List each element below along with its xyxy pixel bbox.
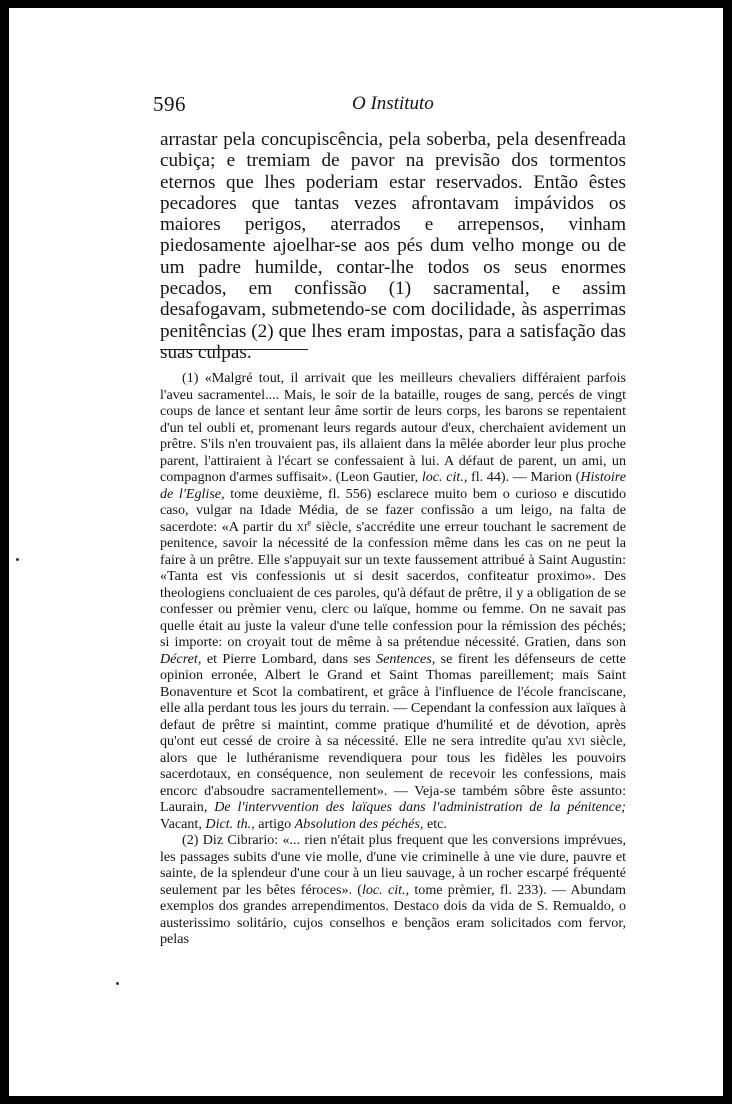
footnote-1: (1) «Malgré tout, il arrivait que les meilleurs chevaliers différaient parfois l'aveu sacramentel.... Mais, le soir de la bataille, rouges de sang, percés de vingt coups de lance et sentant leur âme sortir de leurs corps, les barons se repentaient d'un tel oubli et, promenant leurs regards autour d'eux, cherchaient avidement un prêtre. S'ils n'en trouvaient pas, ils allaient dans la mêlée aborder leur plus proche parent, l'attiraient à l'écart se confessaient à lui. A défaut de parent, un ami, un compagnon d'armes suffisait». (Leon Gautier, loc. cit., fl. 44). — Marion (Histoire de l'Eglise, tome deuxième, fl. 556) esclarece muito bem o curioso e discutido caso, vulgar na Idade Média, de se fazer confissão a um leigo, na falta de sacerdote: «A partir du $xi^e$ siècle, s'accrédite une erreur touchant le sacrement de penitence, savoir la nécessité de la confession même dans les cas on ne peut la faire à un prêtre. Elle s'appuyait sur un texte faussement attribué à Saint Augustin: «Tanta est vis confessionis ut si desit sacerdos, confiteatur proximo». Des theologiens concluaient de ces paroles, qu'à défaut de prêtre, il y a obligation de se confesser ou prèmier venu, clerc ou laïque, homme ou femme. On ne savait pas quelle était au juste la valeur d'une telle confession pour la rémission des péchés; si importe: on croyait tout de même à sa prétendue nécessité. Gratien, dans son Décret, et Pierre Lombard, dans ses Sentences, se firent les défenseurs de cette opinion erronée, Albert le Grand et Saint Thomas pareillement; mais Saint Bonaventure et Scot la combatirent, et grâce à l'influence de l'école franciscane, elle alla perdant tous les jours du terrain. — Cependant la confession aux laïques à defaut de prêtre si maintint, comme pratique d'humilité et de dévotion, après qu'ont eut cessé de croire à sa nécessité. Elle ne sera intredite qu'au xvi siècle, alors que le luthéranisme revendiquera pour tous les fidèles les pouvoirs sacerdotaux, en conséquence, non seulement de recevoir les confessions, mais encorc d'absoudre sacramentellement». — Veja-se também sôbre êste assunto: Laurain, De l'intervvention des laïques dans l'administration de la pénitence; Vacant, Dict. th., artigo Absolution des péchés, etc. (160, 370, 627, 832)
footnote-separator (160, 349, 308, 350)
footnote-2: (2) Diz Cibrario: «... rien n'était plus frequent que les conversions imprévues, les passages subits d'une vie molle, d'une vie criminelle à une vie dure, pauvre et sainte, de la splendeur d'une cour à un lieu sauvage, à un rocher escarpé fréquenté seulement par les bêtes féroces». (loc. cit., tome prèmier, fl. 233). — Abundam exemplos dos grandes arrependimentos. Destaco dois da vida de S. Remualdo, o austerissimo solitário, cujos conselhos e bençãos eram solicitados com fervor, pelas (160, 832, 626, 947)
scan-speck (16, 558, 19, 561)
body-paragraph: arrastar pela concupiscência, pela soberba, pela desenfreada cubiça; e tremiam de pavor na previsão dos tormentos eternos que lhes poderiam estar reservados. Então êstes pecadores que tantas vezes afrontavam impávidos os maiores perigos, aterrados e arrepensos, vinham piedosamente ajoelhar-se aos pés dum velho monge ou de um padre humilde, contar-lhe todos os seus enormes pecados, em confissão (1) sacramental, e assim desafogavam, submetendo-se com docilidade, às asperrimas penitências (2) que lhes eram impostas, para a satisfação das suas culpas. (160, 129, 626, 363)
running-title: O Instituto (352, 93, 434, 114)
footnote-1-marker: (1) (182, 370, 199, 386)
footnote-2-marker: (2) (182, 832, 199, 848)
footnotes (160, 370, 626, 948)
page-number: 596 (153, 92, 186, 116)
scan-speck (116, 982, 119, 985)
main-text (160, 129, 626, 363)
